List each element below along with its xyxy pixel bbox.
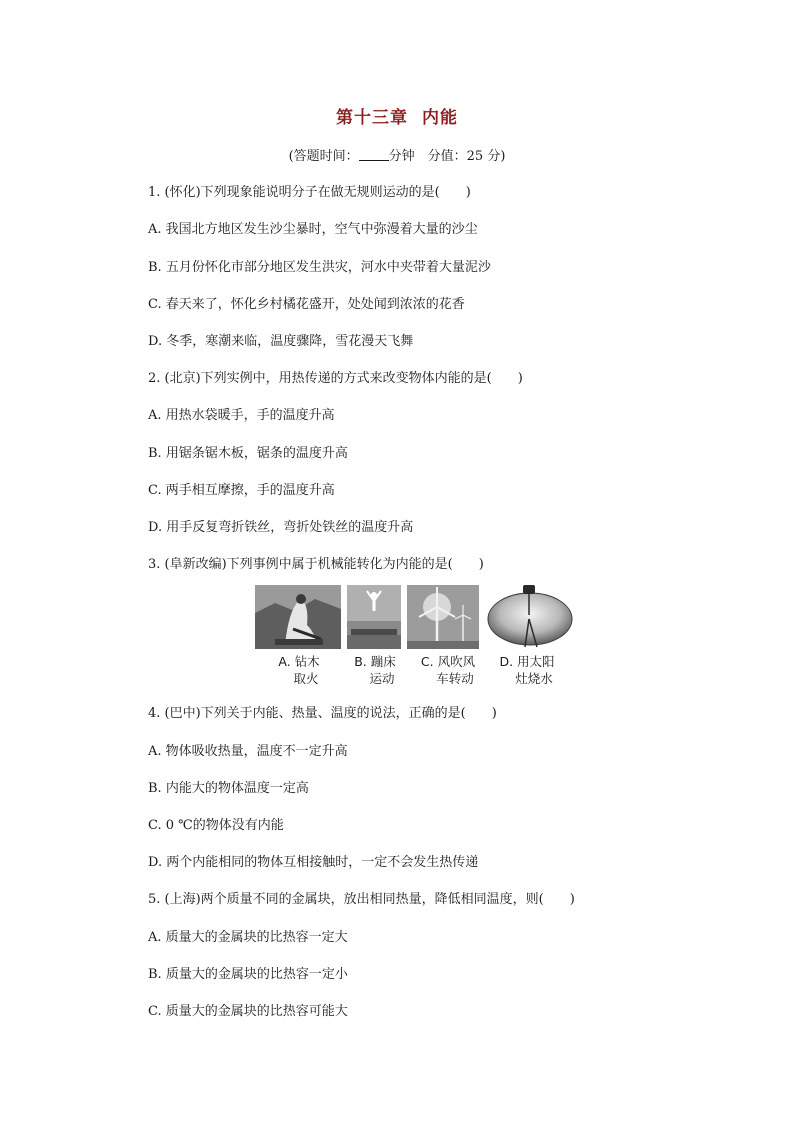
figure-d-caption [487,653,567,687]
caption-line: D. 用太阳 [499,654,555,669]
question-2-option-a: A. 用热水袋暖手，手的温度升高 [148,408,335,423]
question-1-option-c: C. 春天来了，怀化乡村橘花盛开，处处闻到浓浓的花香 [148,297,465,312]
info-prefix: (答题时间： [288,149,359,164]
question-2-option-d: D. 用手反复弯折铁丝，弯折处铁丝的温度升高 [148,520,414,535]
question-1-stem: 1. (怀化)下列现象能说明分子在做无规则运动的是( ) [148,185,471,200]
caption-line: C. 风吹风 [420,654,476,669]
drilling-wood-fire-icon [255,585,341,649]
figure-a-caption [269,653,329,687]
question-4-stem: 4. (巴中)下列关于内能、热量、温度的说法，正确的是( ) [148,706,497,721]
answer-time-info [0,145,794,164]
time-blank [359,148,389,161]
question-5-option-b: B. 质量大的金属块的比热容一定小 [148,967,348,982]
question-5-stem: 5. (上海)两个质量不同的金属块，放出相同热量，降低相同温度，则( ) [148,892,575,907]
question-4-option-d: D. 两个内能相同的物体互相接触时，一定不会发生热传递 [148,855,479,870]
question-1-option-a: A. 我国北方地区发生沙尘暴时，空气中弥漫着大量的沙尘 [148,222,478,237]
caption-line: 运动 [369,671,395,686]
chapter-title [0,103,794,128]
question-1-option-d: D. 冬季，寒潮来临，温度骤降，雪花漫天飞舞 [148,334,414,349]
figure-c [407,585,479,649]
question-1-option-b: B. 五月份怀化市部分地区发生洪灾，河水中夹带着大量泥沙 [148,260,491,275]
figure-b [347,585,401,649]
figure-c-caption [413,653,483,687]
info-suffix: 分钟 分值：25 分) [388,149,506,164]
figure-a [255,585,341,649]
question-5-option-c: C. 质量大的金属块的比热容可能大 [148,1004,348,1019]
question-4-option-b: B. 内能大的物体温度一定高 [148,781,309,796]
caption-line: 取火 [293,671,319,686]
question-3-figures [255,585,575,690]
wind-turbine-icon [407,585,479,649]
caption-line: B. 蹦床 [354,654,396,669]
figure-b-caption [345,653,405,687]
question-3-stem: 3. (阜新改编)下列事例中属于机械能转化为内能的是( ) [148,557,484,572]
trampoline-icon [347,585,401,649]
question-2-stem: 2. (北京)下列实例中，用热传递的方式来改变物体内能的是( ) [148,371,523,386]
question-2-option-c: C. 两手相互摩擦，手的温度升高 [148,483,335,498]
chapter-number: 第十三章 [336,108,408,128]
question-2-option-b: B. 用锯条锯木板，锯条的温度升高 [148,446,348,461]
question-4-option-a: A. 物体吸收热量，温度不一定升高 [148,744,348,759]
solar-cooker-icon [485,585,575,649]
caption-line: 灶烧水 [515,671,553,686]
figure-d [485,585,575,649]
question-4-option-c: C. 0 ℃的物体没有内能 [148,818,284,833]
question-5-option-a: A. 质量大的金属块的比热容一定大 [148,930,348,945]
caption-line: 车转动 [436,671,474,686]
chapter-name: 内能 [422,108,458,128]
caption-line: A. 钻木 [278,654,320,669]
